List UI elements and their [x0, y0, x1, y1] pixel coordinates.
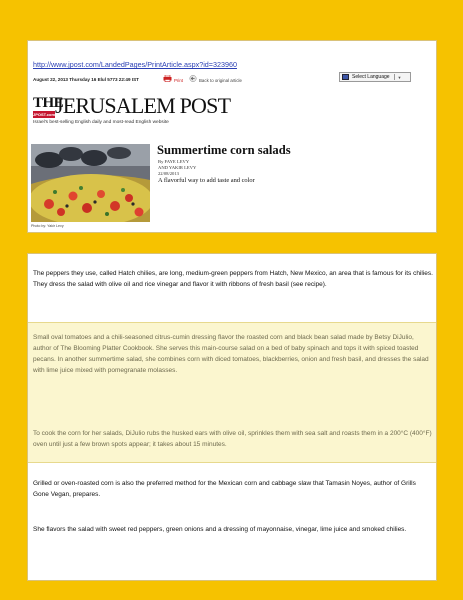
paragraph-dijulio-salad: Small oval tomatoes and a chili-seasoned citrus-cumin dressing flavor the roasted corn and black bean salad made by Betsy DiJulio, author of The Blooming Platter Cookbook. She serves this main-course salad on a bed of baby spinach and tops it with spiced toasted pecans. In another summertime salad, she combines corn with diced tomatoes, blackberries, onion and fresh basil, and dresses the salad with lime juice mixed with pomegranate molasses.	[33, 334, 429, 374]
language-flag-icon	[342, 74, 349, 80]
article-subtitle: A flavorful way to add taste and color	[158, 177, 255, 184]
byline-date: 22/08/2013	[158, 171, 179, 176]
corn-salad-illustration	[31, 144, 150, 222]
language-select-label: Select Language	[352, 74, 390, 80]
back-to-article-link[interactable]: Back to original article	[199, 78, 242, 83]
article-body-panel	[27, 253, 437, 581]
print-link[interactable]: Print	[174, 78, 184, 83]
jerusalem-post-logo	[33, 95, 253, 135]
article-url-link[interactable]: http://www.jpost.com/LandedPages/PrintArticle.aspx?id=323960	[33, 60, 237, 69]
tagline: Israel's best-selling English daily and most-read English website	[33, 120, 169, 125]
byline	[158, 159, 196, 177]
article-header-panel	[27, 40, 437, 233]
article-headline: Summertime corn salads	[157, 143, 291, 157]
logo-badge: JPOST.com	[33, 112, 56, 117]
back-arrow-icon[interactable]	[189, 75, 197, 82]
language-select-divider	[394, 74, 395, 80]
paragraph-hatch-chilies: The peppers they use, called Hatch chilies, are long, medium-green peppers from Hatch, New Mexico, an area that is famous for its chilies. They dress the salad with olive oil and rice vinegar and flavor it with ribbons of fresh basil (see recipe).	[33, 270, 433, 288]
byline-author-2: AND YAKIR LEVY	[158, 165, 197, 170]
printer-icon[interactable]	[163, 75, 172, 82]
logo-name: JERUSALEM POST	[55, 93, 231, 118]
corn-salad-photo	[31, 144, 150, 222]
dateline: August 22, 2013 Thursday 16 Elul 5773 22:49 IST	[33, 77, 139, 82]
chevron-down-icon[interactable]: ▼	[397, 74, 402, 80]
logo-the: THE	[33, 95, 64, 111]
paragraph-roasting-corn: To cook the corn for her salads, DiJulio rubs the husked ears with olive oil, sprinkles them with sea salt and roasts them in a 200°C (400°F) oven until just a few brown spots appear; it takes about 15 minutes.	[33, 430, 432, 448]
byline-author-1: By FAYE LEVY	[158, 159, 190, 164]
paragraph-mexican-slaw: Grilled or oven-roasted corn is also the preferred method for the Mexican corn and cabbage slaw that Tamasin Noyes, author of Grills Gone Vegan, prepares.	[33, 480, 416, 498]
paragraph-slaw-dressing: She flavors the salad with sweet red peppers, green onions and a dressing of mayonnaise, vinegar, lime juice and smoked chilies.	[33, 526, 407, 533]
language-select[interactable]	[339, 72, 411, 82]
photo-credit: Photo by: Yakir Levy	[31, 224, 64, 228]
